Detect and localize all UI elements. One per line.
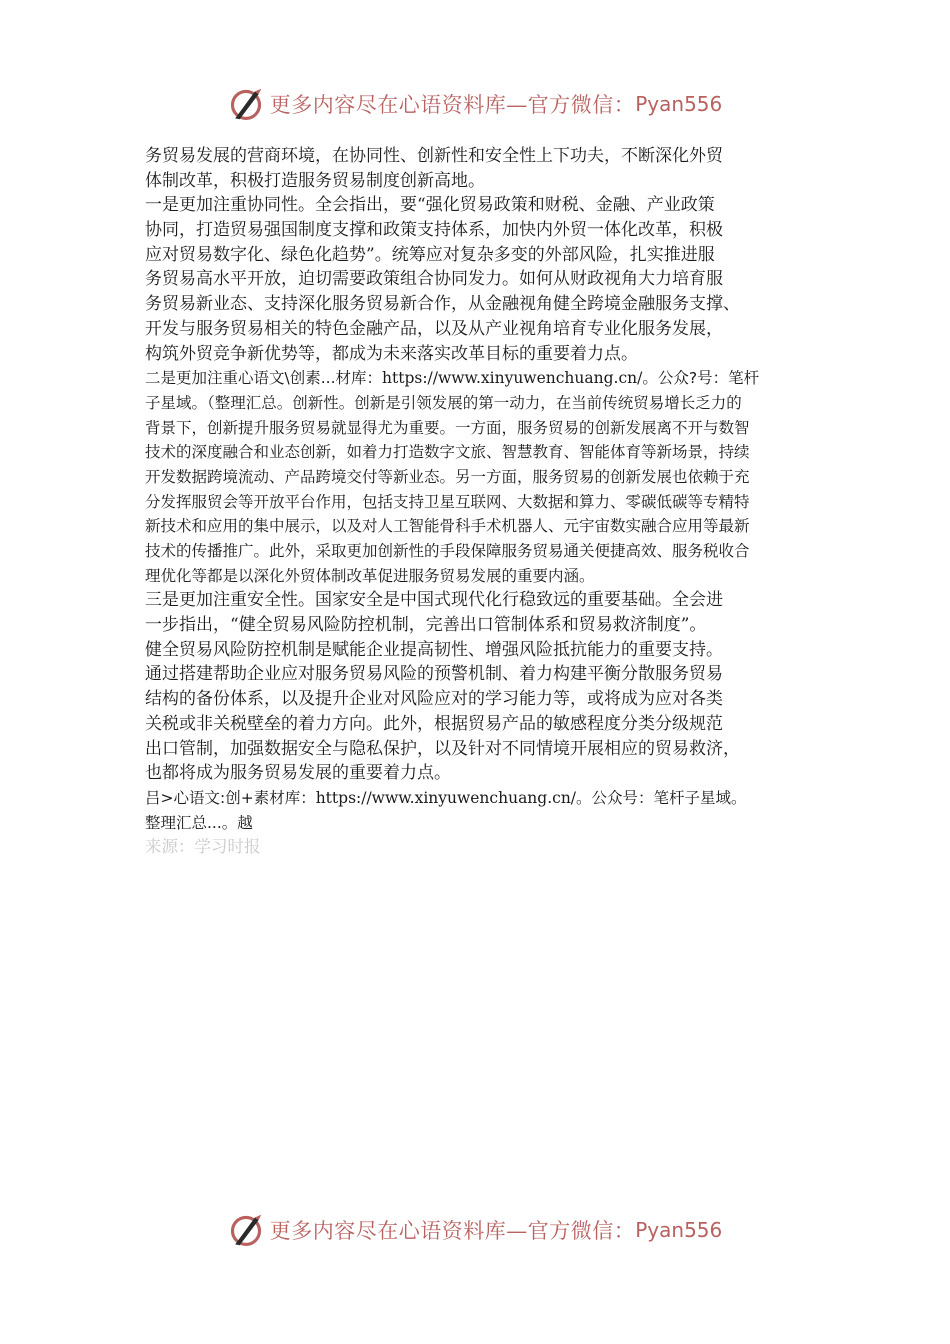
text-line xyxy=(145,366,825,391)
source-note: 来源：学习时报 xyxy=(145,837,261,857)
text-line: 结构的备份体系，以及提升企业对风险应对的学习能力等，或将成为应对各类 xyxy=(145,689,723,710)
text-line: 体制改革，积极打造服务贸易制度创新高地。 xyxy=(145,170,485,191)
text-line: 技术的传播推广。此外，采取更加创新性的手段保障服务贸易通关便捷高效、服务税收合 xyxy=(145,542,750,560)
watermark-banner-top xyxy=(0,82,950,126)
text-segment: 二是更加注重心语文\创素...材库： xyxy=(145,369,383,388)
text-line: 务贸易高水平开放，迫切需要政策组合协同发力。如何从财政视角大力培育服 xyxy=(145,269,723,290)
banner-text: 更多内容尽在心语资料库—官方微信： xyxy=(269,1219,636,1243)
quill-logo-icon xyxy=(228,1212,264,1248)
text-line: 分发挥服贸会等开放平台作用，包括支持卫星互联网、大数据和算力、零碳低碳等专精特 xyxy=(145,492,750,511)
paragraph-4 xyxy=(145,588,825,786)
text-line: 开发数据跨境流动、产品跨境交付等新业态。另一方面，服务贸易的创新发展也依赖于充 xyxy=(145,467,750,486)
text-line: 出口管制，加强数据安全与隐私保护，以及针对不同情境开展相应的贸易救济， xyxy=(145,738,740,759)
website-link[interactable]: https://www.xinyuwenchuang.cn/ xyxy=(315,788,577,807)
text-line: 一是更加注重协同性。全会指出，要“强化贸易政策和财税、金融、产业政策 xyxy=(145,195,715,216)
text-line: 务贸易新业态、支持深化服务贸易新合作，从金融视角健全跨境金融服务支撑、 xyxy=(145,294,740,315)
text-line xyxy=(145,786,825,811)
text-line: 关税或非关税壁垒的着力方向。此外，根据贸易产品的敏感程度分类分级规范 xyxy=(145,713,723,734)
text-line: 整理汇总...。越 xyxy=(145,813,253,832)
text-segment: 。公众?号：笔杆 xyxy=(642,369,760,388)
text-line: 三是更加注重安全性。国家安全是中国式现代化行稳致远的重要基础。全会进 xyxy=(145,590,723,611)
document-body xyxy=(145,144,825,860)
quill-logo-icon xyxy=(228,86,264,122)
footer-note xyxy=(145,786,825,835)
banner-wechat-id: Pyan556 xyxy=(635,1218,723,1242)
paragraph-1 xyxy=(145,144,825,193)
text-line: 新技术和应用的集中展示，以及对人工智能骨科手术机器人、元宇宙数实融合应用等最新 xyxy=(145,517,750,536)
watermark-banner-bottom xyxy=(0,1208,950,1252)
paragraph-3 xyxy=(145,366,825,588)
text-line: 技术的深度融合和业态创新，如着力打造数字文旅、智慧教育、智能体育等新场景，持续 xyxy=(145,443,750,462)
banner-wechat-id: Pyan556 xyxy=(635,92,723,116)
text-segment: 。公众号：笔杆子星域。 xyxy=(576,788,747,807)
text-line: 理优化等都是以深化外贸体制改革促进服务贸易发展的重要内涵。 xyxy=(145,566,595,585)
text-line: 开发与服务贸易相关的特色金融产品，以及从产业视角培育专业化服务发展， xyxy=(145,318,723,339)
text-line: 背景下，创新提升服务贸易就显得尤为重要。一方面，服务贸易的创新发展离不开与数智 xyxy=(145,418,750,437)
text-line: 协同，打造贸易强国制度支撑和政策支持体系，加快内外贸一体化改革，积极 xyxy=(145,220,723,241)
text-line: 健全贸易风险防控机制是赋能企业提高韧性、增强风险抵抗能力的重要支持。 xyxy=(145,639,723,660)
website-link[interactable]: https://www.xinyuwenchuang.cn/ xyxy=(382,369,643,388)
text-line: 应对贸易数字化、绿色化趋势”。统筹应对复杂多变的外部风险，扎实推进服 xyxy=(145,244,715,265)
text-line: 通过搭建帮助企业应对服务贸易风险的预警机制、着力构建平衡分散服务贸易 xyxy=(145,664,723,685)
text-line: 也都将成为服务贸易发展的重要着力点。 xyxy=(145,763,451,784)
text-line: 务贸易发展的营商环境，在协同性、创新性和安全性上下功夫，不断深化外贸 xyxy=(145,146,723,166)
text-line: 一步指出，“健全贸易风险防控机制，完善出口管制体系和贸易救济制度”。 xyxy=(145,615,707,636)
text-line: 构筑外贸竞争新优势等，都成为未来落实改革目标的重要着力点。 xyxy=(145,343,638,364)
text-line: 子星域。（整理汇总。创新性。创新是引领发展的第一动力，在当前传统贸易增长乏力的 xyxy=(145,393,742,412)
paragraph-2 xyxy=(145,193,825,366)
banner-text: 更多内容尽在心语资料库—官方微信： xyxy=(269,93,636,117)
text-segment: 吕>心语文:创+素材库： xyxy=(145,788,316,807)
